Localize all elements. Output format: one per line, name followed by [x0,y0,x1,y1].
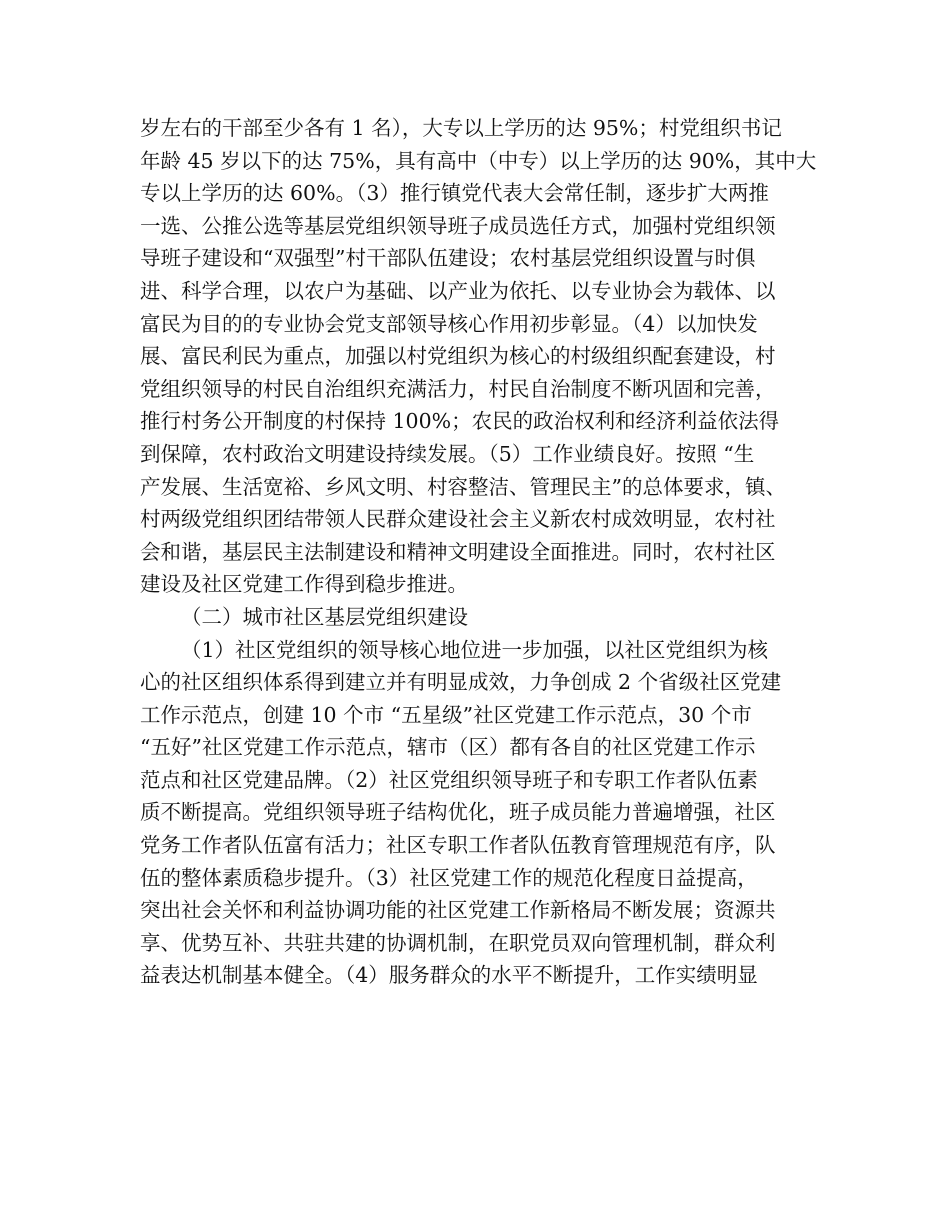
text-line: 党务工作者队伍富有活力；社区专职工作者队伍教育管理规范有序，队 [140,833,776,858]
text-line: 伍的整体素质稳步提升。（3）社区党建工作的规范化程度日益提高， [140,865,758,890]
text-line: 心的社区组织体系得到建立并有明显成效，力争创成 2 个省级社区党建 [140,670,782,695]
text-line: 一选、公推公选等基层党组织领导班子成员选任方式，加强村党组织领 [140,213,776,238]
text-line: 到保障，农村政治文明建设持续发展。（5）工作业绩良好。按照 “生 [140,441,755,466]
text-line: 会和谐，基层民主法制建设和精神文明建设全面推进。同时，农村社区 [140,539,776,564]
text-line: 村两级党组织团结带领人民群众建设社会主义新农村成效明显，农村社 [140,507,776,532]
text-line: 党组织领导的村民自治组织充满活力，村民自治制度不断巩固和完善， [140,376,776,401]
text-line: 建设及社区党建工作得到稳步推进。 [140,572,468,597]
text-line: “五好”社区党建工作示范点，辖市（区）都有各自的社区党建工作示 [140,735,756,760]
text-line: 岁左右的干部至少各有 1 名），大专以上学历的达 95%；村党组织书记 [140,116,782,140]
text-line: 专以上学历的达 60%。（3）推行镇党代表大会常任制，逐步扩大两推 [140,181,769,206]
text-line: 富民为目的的专业协会党支部领导核心作用初步彰显。（4）以加快发 [140,311,758,336]
text-line: 益表达机制基本健全。（4）服务群众的水平不断提升，工作实绩明显 [140,963,758,988]
document-body [140,112,820,992]
text-line: 产发展、生活宽裕、乡风文明、村容整洁、管理民主”的总体要求，镇、 [140,474,786,499]
text-line: 展、富民利民为重点，加强以村党组织为核心的村级组织配套建设，村 [140,344,776,369]
text-line: 进、科学合理，以农户为基础、以产业为依托、以专业协会为载体、以 [140,278,776,303]
text-line: 年龄 45 岁以下的达 75%，具有高中（中专）以上学历的达 90%，其中大 [140,148,817,173]
text-line: 导班子建设和“双强型”村干部队伍建设；农村基层党组织设置与时俱 [140,246,756,271]
section-heading: （二）城市社区基层党组织建设 [181,604,468,629]
text-line: 范点和社区党建品牌。（2）社区党组织领导班子和专职工作者队伍素 [140,767,758,792]
text-line: （1）社区党组织的领导核心地位进一步加强，以社区党组织为核 [181,637,769,662]
text-line: 突出社会关怀和利益协调功能的社区党建工作新格局不断发展；资源共 [140,898,776,923]
text-line: 质不断提高。党组织领导班子结构优化，班子成员能力普遍增强，社区 [140,800,776,825]
text-line: 享、优势互补、共驻共建的协调机制，在职党员双向管理机制，群众利 [140,930,776,955]
text-line: 工作示范点，创建 10 个市 “五星级”社区党建工作示范点，30 个市 [140,702,752,727]
text-line: 推行村务公开制度的村保持 100%；农民的政治权利和经济利益依法得 [140,409,780,434]
